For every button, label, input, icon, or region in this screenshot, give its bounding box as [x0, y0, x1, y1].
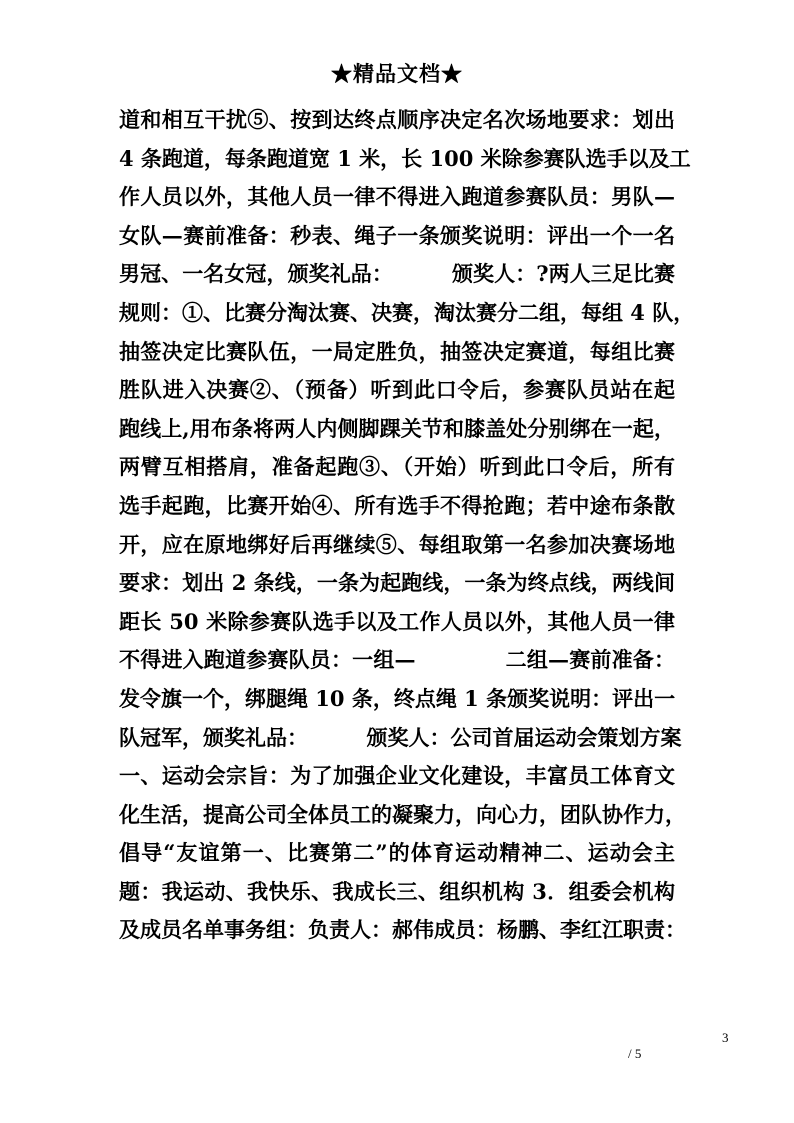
text-line: 队冠军，颁奖礼品： 颁奖人：公司首届运动会策划方案 [119, 724, 682, 750]
text-line: 发令旗一个，绑腿绳 10 条，终点绳 1 条颁奖说明：评出一 [119, 685, 676, 711]
page-header-title: ★精品文档★ [331, 61, 463, 86]
text-line: 两臂互相搭肩，准备起跑③、（开始）听到此口令后，所有 [119, 454, 675, 480]
text-line: 作人员以外，其他人员一律不得进入跑道参赛队员：男队— [119, 184, 675, 210]
page-number: 3 [722, 1030, 729, 1045]
text-line: 跑线上,用布条将两人内侧脚踝关节和膝盖处分别绑在一起， [119, 415, 675, 441]
text-line: 抽签决定比赛队伍，一局定胜负，抽签决定赛道，每组比赛 [119, 338, 675, 364]
text-line: 胜队进入决赛②、（预备）听到此口令后，参赛队员站在起 [119, 377, 675, 403]
text-line: 题：我运动、我快乐、我成长三、组织机构 3．组委会机构 [119, 878, 675, 904]
page-total: / 5 [628, 1046, 642, 1061]
text-line: 4 条跑道，每条跑道宽 1 米，长 100 米除参赛队选手以及工 [119, 145, 691, 171]
text-line: 规则：①、比赛分淘汰赛、决赛，淘汰赛分二组，每组 4 队， [119, 299, 695, 325]
text-line: 化生活，提高公司全体员工的凝聚力，向心力，团队协作力， [119, 801, 686, 827]
text-line: 选手起跑，比赛开始④、所有选手不得抢跑；若中途布条散 [119, 492, 675, 518]
text-line: 倡导“友谊第一、比赛第二”的体育运动精神二、运动会主 [119, 840, 675, 866]
text-line: 开，应在原地绑好后再继续⑤、每组取第一名参加决赛场地 [119, 531, 675, 557]
text-line: 女队—赛前准备：秒表、绳子一条颁奖说明：评出一个一名 [119, 222, 675, 248]
text-line: 要求：划出 2 条线，一条为起跑线，一条为终点线，两线间 [119, 570, 675, 596]
document-body [119, 101, 695, 950]
text-line: 一、运动会宗旨：为了加强企业文化建设，丰富员工体育文 [119, 763, 675, 789]
text-line: 距长 50 米除参赛队选手以及工作人员以外，其他人员一律 [119, 608, 675, 634]
text-line: 不得进入跑道参赛队员：一组— 二组—赛前准备： [119, 647, 675, 673]
text-line: 及成员名单事务组：负责人：郝伟成员：杨鹏、李红江职责： [119, 917, 686, 943]
text-line: 男冠、一名女冠，颁奖礼品： 颁奖人：?两人三足比赛 [119, 261, 675, 287]
text-line: 道和相互干扰⑤、按到达终点顺序决定名次场地要求：划出 [119, 107, 675, 132]
